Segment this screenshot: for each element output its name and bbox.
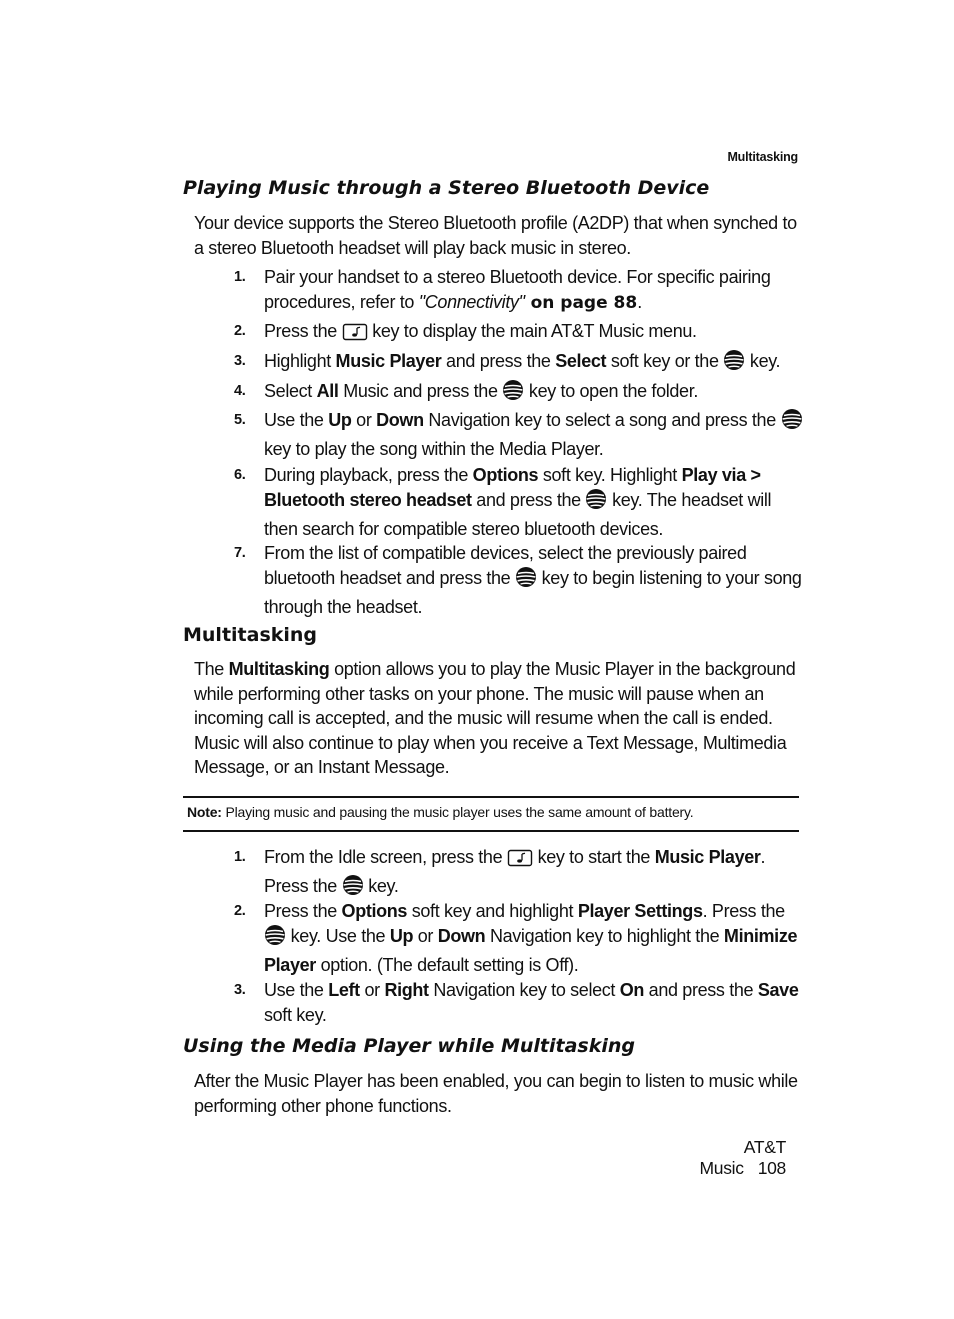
media-player-intro: After the Music Player has been enabled, you can begin to listen to music while performing other phone functions. [194,1071,798,1116]
att-globe-key-icon [723,349,745,378]
running-header: Multitasking [727,150,798,164]
page-footer [660,1137,786,1179]
att-globe-key-icon [585,488,607,517]
att-globe-key-icon [502,379,524,408]
step-number: 1. [234,269,246,285]
att-globe-key-icon [515,566,537,595]
footer-chapter: AT&T Music [699,1137,786,1178]
note-label: Note: [187,804,222,820]
bluetooth-intro: Your device supports the Stereo Bluetooth profile (A2DP) that when synched to a stereo Bluetooth headset will play back music in stereo. [194,213,797,258]
page-number: 108 [757,1158,786,1178]
note-text: Playing music and pausing the music player uses the same amount of battery. [221,804,694,820]
cross-reference[interactable]: "Connectivity" [418,291,525,312]
note-bottom-rule [183,830,799,832]
section-heading-multitasking: Multitasking [183,624,318,646]
section-heading-media-player: Using the Media Player while Multitasking [183,1035,636,1057]
note [187,804,797,820]
music-key-icon [507,849,533,874]
music-key-icon [342,323,368,348]
att-globe-key-icon [781,408,803,437]
att-globe-key-icon [264,924,286,953]
note-top-rule [183,796,799,798]
multitasking-intro: The Multitasking option allows you to play the Music Player in the background while performing other tasks on your phone. The music will pause when an incoming call is accepted, and the music will resume when the call is ended. Music will also continue to play when you receive a Text Message, Multimedia Message, or an Instant Message. [194,659,796,777]
page-reference[interactable]: on page 88 [524,292,638,313]
manual-page: Multitasking Playing Music through a Stereo Bluetooth Device Your device supports the Stereo Bluetooth profile (A2DP) that when synched to a stereo Bluetooth headset will play back music in stereo. 1. Pair your handset to a stereo Bluetooth device. For specific pairing procedures, refer to "Connectivity" on page 88. 2. Press the key to display the main AT&T Music menu. 3. Highlight Music Player and press the Select soft key or the key. 4. Select All Music and press the key to open the folder. 5. Use the Up or Down Navigation key to select a song and press the key to play the song within the Media Player. 6. During playback, press the Options soft key. Highlight Play via > Bluetooth stereo headset and press the key. The headset will then search for compatible stereo bluetooth devices. 7. From the list of compatible devices, select the previously paired bluetooth headset and press the key to begin listening to your song through the headset. Multitasking The Multitasking option allows you to play the Music Player in the background while performing other tasks on your phone. The music will pause when an incoming call is accepted, and the music will resume when the call is ended. Music will also continue to play when you receive a Text Message, Multimedia Message, or an Instant Message. Note: Playing music and pausing the music player uses the same amount of battery. 1. From the Idle screen, press the key to start the Music Player. Press the key. 2. Press the Options soft key and highlight Player Settings. Press the key. Use the Up or Down Navigation key to highlight the Minimize Player option. (The default setting is Off). 3. Use the Left or Right Navigation key to select On and press the Save soft key. Using the Media Player while Multitasking After the Music Player has been enabled, you can begin to listen to music while performing other phone functions. AT&T Music 108 [0,0,954,1319]
section-heading-bluetooth: Playing Music through a Stereo Bluetooth Device [183,177,710,199]
